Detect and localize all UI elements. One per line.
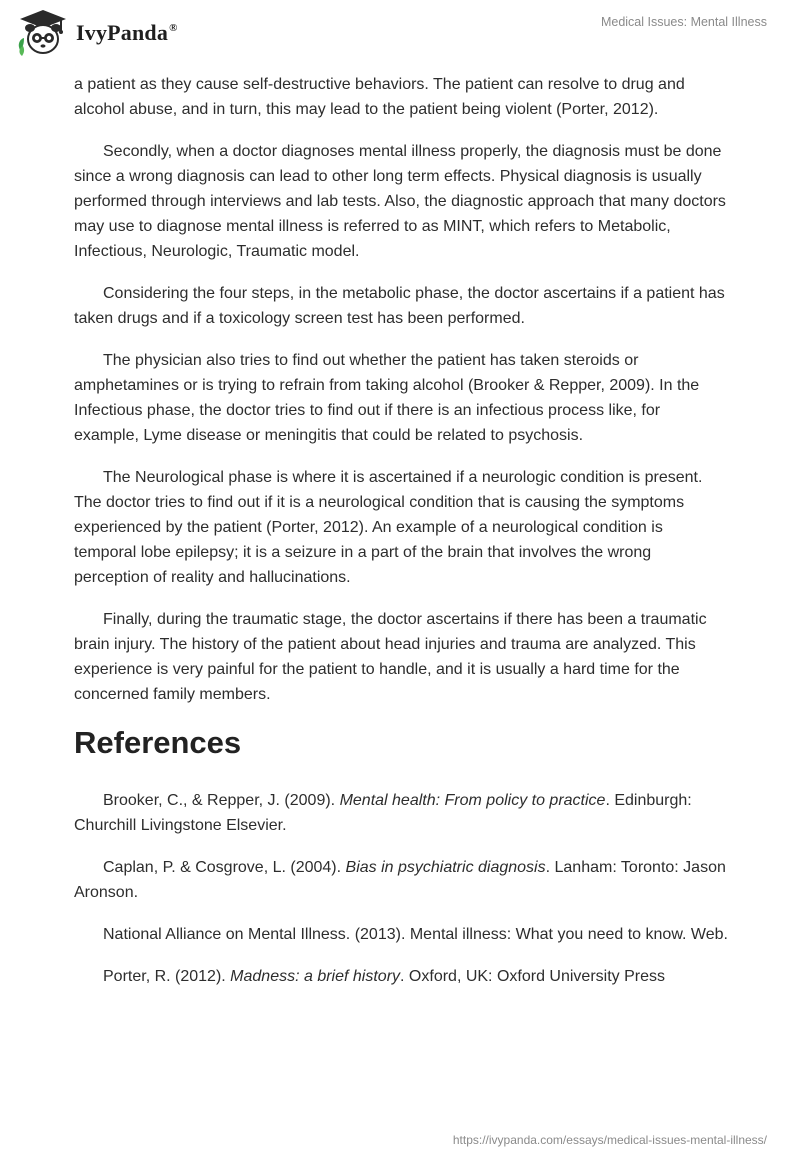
panda-graduate-icon (14, 8, 72, 58)
paragraph: The physician also tries to find out whether the patient has taken steroids or amphetamines or is trying to refrain from taking alcohol (Brooker & Repper, 2009). In the Infectious phase, the doctor tries to find out if there is an infectious process like, for example, Lyme disease or meningitis that could be related to psychosis. (74, 352, 700, 444)
reference-item: Porter, R. (2012). Madness: a brief history. Oxford, UK: Oxford University Press (103, 968, 665, 985)
reference-item: Brooker, C., & Repper, J. (2009). Mental health: From policy to practice. Edinburgh: Churchill Livingstone Elsevier. (74, 792, 692, 834)
paragraph: Finally, during the traumatic stage, the doctor ascertains if there has been a traumatic brain injury. The history of the patient about head injuries and trauma are analyzed. This experience is very painful for the patient to handle, and it is usually a hard time for the concerned family members. (74, 611, 707, 703)
source-url-link[interactable]: https://ivypanda.com/essays/medical-issues-mental-illness/ (452, 1133, 767, 1147)
reference-item: National Alliance on Mental Illness. (2013). Mental illness: What you need to know. Web. (103, 926, 728, 943)
paragraph-continued: a patient as they cause self-destructive behaviors. The patient can resolve to drug and alcohol abuse, and in turn, this may lead to the patient being violent (Porter, 2012). (74, 76, 685, 118)
logo-text: IvyPanda® (76, 20, 178, 45)
document-title: Medical Issues: Mental Illness (600, 15, 767, 29)
ivypanda-logo[interactable] (14, 8, 178, 58)
paragraph: Considering the four steps, in the metabolic phase, the doctor ascertains if a patient has taken drugs and if a toxicology screen test has been performed. (74, 285, 725, 327)
paragraph: The Neurological phase is where it is ascertained if a neurologic condition is present. The doctor tries to find out if it is a neurological condition that is causing the symptoms experienced by the patient (Porter, 2012). An example of a neurological condition is temporal lobe epilepsy; it is a seizure in a part of the brain that involves the wrong perception of reality and hallucinations. (74, 469, 703, 586)
references-heading: References (74, 725, 242, 760)
essay-content (74, 72, 728, 1006)
paragraph: Secondly, when a doctor diagnoses mental illness properly, the diagnosis must be done since a wrong diagnosis can lead to other long term effects. Physical diagnosis is usually performed through interviews and lab tests. Also, the diagnostic approach that many doctors may use to diagnose mental illness is referred to as MINT, which refers to Metabolic, Infectious, Neurologic, Traumatic model. (74, 143, 726, 260)
page-header (0, 0, 800, 66)
reference-item: Caplan, P. & Cosgrove, L. (2004). Bias in psychiatric diagnosis. Lanham: Toronto: Jason Aronson. (74, 859, 726, 901)
